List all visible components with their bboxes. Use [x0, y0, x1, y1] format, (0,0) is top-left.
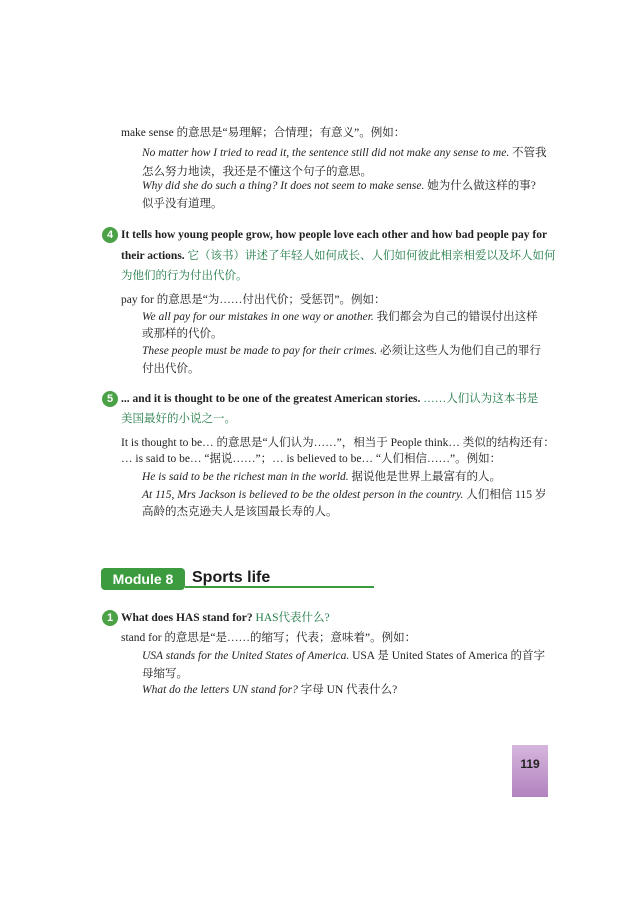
thought-to-be-intro-continued: … is said to be… “据说……”；… is believed to be… “人们相信……”。例如： [121, 453, 502, 465]
item-heading-chinese: ……人们认为这本书是 [420, 393, 539, 405]
example-chinese: 据说他是世界上最富有的人。 [348, 471, 502, 483]
example-chinese: 字母 UN 代表什么? [297, 684, 398, 696]
item-heading [121, 610, 330, 626]
module-label: Module 8 [101, 568, 185, 590]
example-chinese-continued [142, 504, 338, 520]
example-sentence [142, 178, 536, 194]
example-chinese: 似乎没有道理。 [142, 198, 223, 210]
example-sentence [142, 648, 545, 664]
module-title-underline [185, 586, 374, 588]
make-sense-intro: make sense 的意思是“易理解；合情理；有意义”。例如： [121, 127, 406, 139]
item-heading: It tells how young people grow, how people love each other and how bad people pay for [121, 229, 548, 241]
item-heading-chinese: 为他们的行为付出代价。 [121, 270, 248, 282]
item-number-badge: 4 [102, 227, 118, 243]
page-number-tab [512, 745, 548, 797]
example-chinese: 高龄的杰克逊夫人是该国最长寿的人。 [142, 506, 338, 518]
example-sentence [142, 309, 538, 325]
item-heading-english: their actions. [121, 250, 185, 262]
example-chinese: 必须让这些人为他们自己的罪行 [377, 345, 541, 357]
example-chinese: 人们相信 115 岁 [463, 489, 547, 501]
example-sentence [142, 469, 501, 485]
example-chinese-continued [142, 361, 200, 377]
example-sentence [142, 145, 547, 161]
thought-to-be-intro: It is thought to be… 的意思是“人们认为……”，相当于 People think… 类似的结构还有： [121, 437, 555, 449]
example-chinese: 不管我 [509, 147, 547, 159]
item-heading-chinese: 它（该书）讲述了年轻人如何成长、人们如何彼此相亲相爱以及坏人如何 [184, 250, 556, 262]
example-english: What do the letters UN stand for? [142, 684, 298, 696]
example-chinese: 我们都会为自己的错误付出这样 [373, 311, 538, 323]
page-number: 119 [520, 757, 540, 771]
example-english: Why did she do such a thing? It does not seem to make sense. [142, 180, 425, 192]
example-english: At 115, Mrs Jackson is believed to be the oldest person in the country. [142, 489, 464, 501]
example-chinese: USA 是 United States of America 的首字 [349, 650, 546, 662]
example-chinese: 或那样的代价。 [142, 328, 223, 340]
item-heading-chinese: HAS代表什么? [252, 612, 330, 624]
item-number-badge: 1 [102, 610, 118, 626]
example-chinese-continued [142, 666, 188, 682]
example-english: He is said to be the richest man in the world. [142, 471, 349, 483]
item-number-badge: 5 [102, 391, 118, 407]
example-english: We all pay for our mistakes in one way or another. [142, 311, 374, 323]
item-heading-english: ... and it is thought to be one of the greatest American stories. [121, 393, 421, 405]
example-chinese-continued [142, 196, 223, 212]
example-sentence [142, 682, 397, 698]
stand-for-intro: stand for 的意思是“是……的缩写；代表；意味着”。例如： [121, 632, 417, 644]
example-chinese: 母缩写。 [142, 668, 188, 680]
example-chinese: 怎么努力地读，我还是不懂这个句子的意思。 [142, 166, 372, 178]
example-chinese-continued [142, 326, 223, 342]
module-title: Sports life [192, 569, 271, 586]
example-chinese: 她为什么做这样的事? [424, 180, 536, 192]
example-chinese: 付出代价。 [142, 363, 200, 375]
example-english: These people must be made to pay for their crimes. [142, 345, 378, 357]
pay-for-intro: pay for 的意思是“为……付出代价；受惩罚”。例如： [121, 294, 386, 306]
item-heading-chinese: 美国最好的小说之一。 [121, 413, 236, 425]
item-heading-english: What does HAS stand for? [121, 612, 253, 624]
example-english: USA stands for the United States of America. [142, 650, 350, 662]
item-heading [121, 391, 538, 407]
example-sentence [142, 343, 541, 359]
item-heading-continued [121, 248, 556, 264]
example-sentence [142, 487, 546, 503]
example-english: No matter how I tried to read it, the sentence still did not make any sense to me. [142, 147, 510, 159]
